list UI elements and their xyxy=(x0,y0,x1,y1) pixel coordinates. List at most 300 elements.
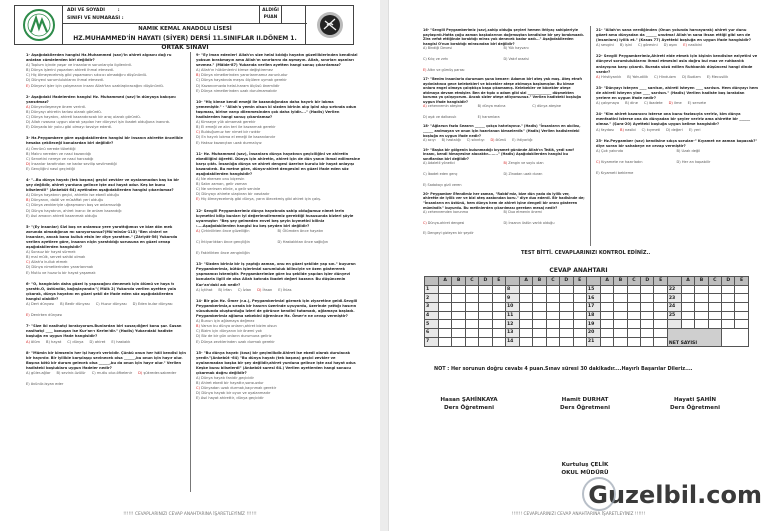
answer-cell[interactable] xyxy=(546,320,559,329)
answer-cell[interactable] xyxy=(735,311,748,320)
option-text: Dünya hayatında meşru ölçülere uymak gerekir xyxy=(201,78,287,83)
answer-cell[interactable] xyxy=(560,285,573,294)
question-item xyxy=(196,262,360,293)
answer-cell[interactable] xyxy=(600,285,613,294)
answer-cell[interactable] xyxy=(627,320,640,329)
answer-cell[interactable] xyxy=(560,329,573,338)
column-divider xyxy=(590,26,591,246)
option-list xyxy=(196,229,360,256)
answer-cell[interactable] xyxy=(452,320,465,329)
choice-header: A xyxy=(519,277,532,286)
answer-cell[interactable] xyxy=(708,294,721,303)
option-letter: B) xyxy=(196,381,200,386)
answer-cell[interactable] xyxy=(465,311,478,320)
answer-cell[interactable] xyxy=(600,303,613,312)
answer-cell[interactable] xyxy=(614,320,627,329)
option-letter: C) xyxy=(26,73,30,78)
option-letter: E) xyxy=(26,313,30,318)
option-letter: A) xyxy=(596,148,600,153)
question-number: 5 xyxy=(425,320,439,329)
answer-cell[interactable] xyxy=(573,337,586,346)
question-text: 11- Hz. Muhammed (sav), İnsanlara dünya hayatının geçiciliğini ve ahiretin ebediliğini öğretti. Dünya için ahiretin, ahiret için de dün yanın ihmal edilmesine karşı çıktı. İnsanlığa dünya ve ahiret dengesi üzerine kurulu bir hayat anlayışı kazandırdı. Bu metne göre, dünya-ahiret dengesini en güzel ifade eden söz aşağıdakilerden hangisidir? xyxy=(196,151,360,176)
option-text: Dünyayı ahirete ulaştıran bir vasıtadır xyxy=(201,192,270,197)
answer-cell[interactable] xyxy=(533,294,546,303)
answer-cell[interactable] xyxy=(546,294,559,303)
option-letter: B) xyxy=(218,287,223,292)
question-number: 20 xyxy=(586,329,600,338)
option-letter: B) xyxy=(625,101,629,106)
answer-cell[interactable] xyxy=(452,311,465,320)
answer-cell[interactable] xyxy=(614,337,627,346)
answer-cell[interactable] xyxy=(641,285,654,294)
answer-option xyxy=(467,138,485,143)
answer-cell[interactable] xyxy=(492,285,505,294)
choice-header: E xyxy=(735,277,748,286)
answer-option xyxy=(625,101,638,106)
answer-cell[interactable] xyxy=(695,320,708,329)
answer-cell[interactable] xyxy=(681,294,694,303)
option-text: Mecusilik xyxy=(711,74,729,79)
answer-cell[interactable] xyxy=(641,294,654,303)
option-text: Biz de bir gün onların durumuna geliriz xyxy=(201,334,272,339)
answer-cell[interactable] xyxy=(614,294,627,303)
answer-cell[interactable] xyxy=(519,329,532,338)
option-letter: B) xyxy=(503,210,508,215)
question-number: 8 xyxy=(505,285,519,294)
question-text: 22- Sevgili Peygamberimiz,Ahireti elde etmek için kişinin kendisine eziyetini ve dünyevi sorumluluklarını ihmal etmesini asla doğru bul maz ve ruhbanlık anlayışına karşı çıkardı. Burada sözü edilen Ruhbanlık düşüncesi hangi dinde vardır? xyxy=(596,54,758,74)
choice-header: E xyxy=(492,277,505,286)
footer-instruction-right: !!!!!! CEVAPLARINIZI CEVAP ANAHTARINA İŞARETLEYİNİZ !!!!!! xyxy=(511,512,646,517)
option-letter: B) xyxy=(46,339,50,344)
answer-cell[interactable] xyxy=(452,329,465,338)
option-letter: C) xyxy=(641,127,646,132)
option-text: İzlan xyxy=(242,287,252,292)
answer-cell[interactable] xyxy=(735,294,748,303)
option-text: En hayırlı lokma el emeği ile kazanılandır xyxy=(201,135,276,140)
answer-cell[interactable] xyxy=(600,294,613,303)
answer-cell[interactable] xyxy=(452,303,465,312)
question-text: 7- "Size iki nasihatçi bırakıyorum.Bunlardan biri susar,diğeri konu şur. Susan nasihatçi ____ konuşan ise Kur'an-ı Kerim'dir." (Hadis) Yukarıdaki hadiste boşluğa en uygun ifade hangisidir? xyxy=(26,324,182,339)
answer-cell[interactable] xyxy=(465,285,478,294)
teacher-signature-2 xyxy=(545,397,625,412)
choice-header: A xyxy=(681,277,694,286)
answer-cell[interactable] xyxy=(519,285,532,294)
option-letter: E) xyxy=(196,140,200,145)
option-text: Bulduğumuz her nimet bir rızıktır xyxy=(201,130,261,135)
option-letter: A) xyxy=(26,339,30,344)
answer-cell[interactable] xyxy=(681,320,694,329)
answer-cell[interactable] xyxy=(439,285,452,294)
option-letter: A) xyxy=(596,43,600,48)
option-letter: B) xyxy=(26,151,30,156)
answer-cell[interactable] xyxy=(614,303,627,312)
answer-cell[interactable] xyxy=(479,294,492,303)
option-list xyxy=(26,302,186,318)
answer-cell[interactable] xyxy=(546,285,559,294)
answer-option xyxy=(26,302,54,307)
option-letter: E) xyxy=(111,339,116,344)
option-text: dine xyxy=(630,101,638,106)
answer-option xyxy=(490,138,506,143)
option-letter: D) xyxy=(26,208,31,213)
answer-cell[interactable] xyxy=(560,303,573,312)
answer-cell[interactable] xyxy=(722,294,735,303)
option-text: Dünya işlerini yaparken ahireti ihmal etmezdi. xyxy=(31,68,115,73)
answer-cell[interactable] xyxy=(492,303,505,312)
option-letter: A) xyxy=(423,46,427,51)
answer-cell[interactable] xyxy=(533,329,546,338)
question-text: 14- Bir gün Hz. Ömer (r.a.), Peygamberimizi görmek için ziyaretine geldi.Sevgili Peygamberimiz,o sırada bir hasırın üzerinde uyuyordu, üzerinde yattığı hasırın vücudunda oluşturduğu izleri de görünce kendini tutamadı, ağlamaya başladı. Peygamberimiz ağlama sebebini öğrenince Hz. Ömer'e ne cevap vermiştir? xyxy=(196,298,358,319)
answer-cell[interactable] xyxy=(681,311,694,320)
answer-option xyxy=(196,396,360,401)
answer-cell[interactable] xyxy=(627,311,640,320)
answer-cell[interactable] xyxy=(492,337,505,346)
answer-cell[interactable] xyxy=(641,337,654,346)
answer-cell[interactable] xyxy=(560,311,573,320)
question-item xyxy=(423,77,585,120)
answer-option xyxy=(677,160,752,165)
answer-cell[interactable] xyxy=(479,337,492,346)
answer-cell[interactable] xyxy=(465,294,478,303)
option-text: Dünyadan uzak durmak,kaçınmak gerekir xyxy=(201,386,277,391)
answer-cell[interactable] xyxy=(695,311,708,320)
option-text: ihtiyarlığı xyxy=(516,138,533,143)
option-text: ölümü xyxy=(495,138,507,143)
option-text: Dünya hayatı bir oyun ve oyalanmadır xyxy=(201,391,271,396)
answer-cell[interactable] xyxy=(492,311,505,320)
answer-cell[interactable] xyxy=(519,303,532,312)
answer-option xyxy=(504,172,579,177)
answer-option xyxy=(423,104,472,109)
question-item xyxy=(26,136,186,172)
question-number xyxy=(667,320,681,329)
answer-cell[interactable] xyxy=(452,337,465,346)
answer-cell[interactable] xyxy=(708,303,721,312)
answer-cell[interactable] xyxy=(439,311,452,320)
answer-cell[interactable] xyxy=(627,337,640,346)
answer-cell[interactable] xyxy=(439,337,452,346)
school-name: NAMIK KEMAL ANADOLU LİSESİ xyxy=(138,26,232,32)
answer-cell[interactable] xyxy=(573,294,586,303)
questions-column-4 xyxy=(596,28,758,182)
option-text: Dünya hayatı fanidir,geçicidir xyxy=(201,376,255,381)
option-text: İnsanın üstün varlık olduğu xyxy=(508,220,555,225)
answer-option xyxy=(504,46,579,51)
option-text: İhsan xyxy=(262,287,273,292)
answer-cell[interactable] xyxy=(533,285,546,294)
option-letter: A) xyxy=(26,250,30,255)
answer-option xyxy=(654,75,676,80)
option-letter: D) xyxy=(196,391,201,396)
answer-cell[interactable] xyxy=(533,337,546,346)
answer-cell[interactable] xyxy=(573,311,586,320)
question-text: 3- Hz.Peygambere göre aşağıdakilerden hangisi bir insanın ahirette öncelikle hesaba çekileceği konulardan biri değildir? xyxy=(26,136,183,146)
answer-option xyxy=(196,340,360,345)
exam-header xyxy=(14,5,354,51)
answer-cell[interactable] xyxy=(465,303,478,312)
option-letter: B) xyxy=(503,46,508,51)
answer-cell[interactable] xyxy=(654,320,667,329)
answer-cell[interactable] xyxy=(600,337,613,346)
answer-cell[interactable] xyxy=(708,285,721,294)
answer-cell[interactable] xyxy=(695,285,708,294)
option-letter: D) xyxy=(666,127,671,132)
answer-cell[interactable] xyxy=(654,303,667,312)
choice-header: C xyxy=(546,277,559,286)
student-info-fields xyxy=(63,6,259,24)
net-score-box[interactable] xyxy=(722,329,749,346)
answer-cell[interactable] xyxy=(533,311,546,320)
question-item xyxy=(596,54,758,79)
option-text: Eden bular dünyası xyxy=(137,302,173,307)
answer-cell[interactable] xyxy=(479,320,492,329)
option-letter: E) xyxy=(196,396,200,401)
answer-cell[interactable] xyxy=(722,311,735,320)
answer-cell[interactable] xyxy=(560,320,573,329)
answer-cell[interactable] xyxy=(614,285,627,294)
answer-option xyxy=(423,172,498,177)
option-letter: D) xyxy=(89,339,94,344)
question-text: 10- "Hiç kimse kendi emeği ile kazandığından daha hayırlı bir lokma yememiştir." - "Allah'a yemin olsun ki sizden birinin alıp ipini alıp sırtında odun taşıması, birine varıp dilenmesinden çok daha iyidir...." (Hadis) Verilen hadislerden hangi sonuç çıkarılamaz? xyxy=(196,99,357,120)
answer-cell[interactable] xyxy=(681,303,694,312)
option-text: ilme xyxy=(673,101,682,106)
option-text: Uzak değil xyxy=(681,148,701,153)
option-text: faydası xyxy=(601,127,614,132)
answer-cell[interactable] xyxy=(722,285,735,294)
option-letter: B) xyxy=(26,68,30,73)
option-letter: C) xyxy=(466,138,471,143)
option-text: Varsın bu dünya onların,ahiret bizim olsun xyxy=(201,324,277,329)
answer-cell[interactable] xyxy=(600,311,613,320)
answer-cell[interactable] xyxy=(533,320,546,329)
header-blank xyxy=(425,277,439,286)
answer-cell[interactable] xyxy=(479,329,492,338)
answer-cell[interactable] xyxy=(439,294,452,303)
option-text: Hiç ölmeyecekmiş gibi dünya, yarın ölecekmiş gibi ahiret için çalış. xyxy=(200,197,322,202)
answer-cell[interactable] xyxy=(439,303,452,312)
answer-cell[interactable] xyxy=(600,329,613,338)
answer-option xyxy=(196,141,360,146)
option-letter: B) xyxy=(619,43,624,48)
teacher-role: Ders Öğretmeni xyxy=(444,404,494,411)
answer-cell[interactable] xyxy=(560,294,573,303)
option-letter: E) xyxy=(26,213,30,218)
question-item xyxy=(596,86,758,106)
option-letter: B) xyxy=(627,74,632,79)
answer-cell[interactable] xyxy=(654,294,667,303)
option-text: Dert dünyası xyxy=(31,302,55,307)
answer-cell[interactable] xyxy=(439,329,452,338)
answer-cell[interactable] xyxy=(600,320,613,329)
answer-cell[interactable] xyxy=(452,294,465,303)
option-letter: E) xyxy=(196,88,200,93)
option-text: Dünya hayatının geçici, ahiretin ise ebedî olduğu xyxy=(31,193,120,198)
option-letter: B) xyxy=(26,109,30,114)
question-item xyxy=(596,139,758,176)
answer-cell[interactable] xyxy=(573,303,586,312)
answer-cell[interactable] xyxy=(695,294,708,303)
option-letter: C) xyxy=(196,240,200,244)
option-text: Vakıf arazisi xyxy=(508,56,529,61)
question-text: 16- "Sevgili Peygamberimiz (sav),sahip olduğu şeyleri hemen ihtiyaç sahipleriyle paylaşırdı.Hatta çoğu zaman başkalarının doğrmuştan kendisine bir şey bırakmazdı. Zira vefat ettiğinde bıraktığı miras yok denecek kadar azdı..." Aşağıdakilerden hangisi O'nun bıraktığı mirasından biri değildir? xyxy=(423,28,585,46)
option-list xyxy=(596,43,758,48)
answer-option xyxy=(504,161,579,166)
option-text: güler-ağlar xyxy=(31,370,51,375)
answer-cell[interactable] xyxy=(560,337,573,346)
answer-cell[interactable] xyxy=(627,303,640,312)
question-number: 9 xyxy=(505,294,519,303)
grade-box xyxy=(259,6,307,24)
option-text: hastalık xyxy=(116,339,131,344)
option-letter: B) xyxy=(26,255,30,260)
principal-signature xyxy=(545,462,625,477)
answer-cell[interactable] xyxy=(573,329,586,338)
question-number: 7 xyxy=(425,337,439,346)
answer-cell[interactable] xyxy=(708,311,721,320)
teacher-name: Hasan ŞAHİNKAYA xyxy=(440,397,498,403)
answer-cell[interactable] xyxy=(465,329,478,338)
answer-cell[interactable] xyxy=(641,311,654,320)
answer-cell[interactable] xyxy=(546,337,559,346)
answer-cell[interactable] xyxy=(641,320,654,329)
answer-cell[interactable] xyxy=(492,329,505,338)
option-letter: A) xyxy=(596,127,600,132)
answer-option xyxy=(677,149,752,154)
option-letter: C) xyxy=(91,370,96,375)
answer-cell[interactable] xyxy=(614,311,627,320)
option-text: Toplum içinde yaşar ve insanların sorunlarıyla ilgilenirdi. xyxy=(31,63,132,68)
answer-cell[interactable] xyxy=(452,285,465,294)
answer-cell[interactable] xyxy=(573,285,586,294)
name-label: ADI VE SOYADI xyxy=(67,8,105,13)
option-list xyxy=(423,210,585,236)
question-text: 23- "Dünyayı isteyen ____ sarılsın, ahireti isteyen ____ sarılsın. Hem dünyayı hem de ahireti isteyen yine ____ sarılsın." (Hadis) Verilen hadiste boş larakdan yerlere en uygun ifade nedir? xyxy=(596,85,758,101)
grade-label-2: PUAN xyxy=(263,15,278,20)
option-letter: B) xyxy=(619,127,624,132)
answer-cell[interactable] xyxy=(479,303,492,312)
option-letter: C) xyxy=(532,104,536,109)
option-letter: E) xyxy=(26,270,30,275)
name-colon: : xyxy=(117,8,120,13)
option-text: aşık ve dalkavuk xyxy=(428,115,457,120)
answer-cell[interactable] xyxy=(439,320,452,329)
option-letter: A) xyxy=(26,302,30,307)
choice-header: D xyxy=(641,277,654,286)
option-list xyxy=(423,46,585,72)
answer-cell[interactable] xyxy=(519,337,532,346)
question-item xyxy=(26,324,186,344)
answer-cell[interactable] xyxy=(492,320,505,329)
answer-key-title: CEVAP ANAHTARI xyxy=(549,267,608,274)
option-text: Malını nereden ve nasıl kazandığı xyxy=(31,151,91,156)
answer-option xyxy=(707,75,728,80)
answer-cell[interactable] xyxy=(492,294,505,303)
option-text: dünya malına xyxy=(482,104,506,109)
option-text: Ne verirsen elinle, o gelir seninle xyxy=(201,187,261,192)
answer-cell[interactable] xyxy=(627,285,640,294)
option-text: Budizm xyxy=(687,74,701,79)
option-text: Dünya hayatının, ahiret inancı ile anlam kazandığı xyxy=(31,208,122,213)
answer-cell[interactable] xyxy=(519,320,532,329)
answer-cell[interactable] xyxy=(654,337,667,346)
choice-header: B xyxy=(452,277,465,286)
answer-cell[interactable] xyxy=(546,303,559,312)
answer-cell[interactable] xyxy=(641,329,654,338)
answer-cell[interactable] xyxy=(681,285,694,294)
option-letter: A) xyxy=(423,210,427,215)
teacher-role: Ders Öğretmeni xyxy=(560,404,610,411)
question-item xyxy=(26,95,186,131)
answer-option xyxy=(669,101,682,106)
question-item xyxy=(423,192,585,236)
option-letter: D) xyxy=(423,115,427,120)
answer-cell[interactable] xyxy=(695,303,708,312)
answer-cell[interactable] xyxy=(465,320,478,329)
answer-cell[interactable] xyxy=(519,311,532,320)
answer-option xyxy=(596,43,614,48)
option-text: El emeği ve alın teri ile kazanmak gerekir xyxy=(201,125,276,130)
answer-cell[interactable] xyxy=(465,337,478,346)
answer-cell[interactable] xyxy=(533,303,546,312)
answer-cell[interactable] xyxy=(479,311,492,320)
answer-cell[interactable] xyxy=(627,294,640,303)
option-letter: E) xyxy=(423,231,427,236)
answer-cell[interactable] xyxy=(735,320,748,329)
answer-cell[interactable] xyxy=(654,311,667,320)
class-label: SINIFI VE NUMARASI : xyxy=(67,16,124,21)
question-text: 12- Sevgili Peygamberimiz dünya hayatında sahip olduğumuz nimet lerin kıymetini bilip bunları iyi değerlendirmemiz gerektiği hususunda bizleri şöyle uyarmıştır: "Beş şey gelmeden evvel beş şeyin kıymetini biliniz :....Aşağıdakilerden hangisi bu beş şeyden biri değildir? xyxy=(196,208,354,228)
question-number: 2 xyxy=(425,294,439,303)
answer-cell[interactable] xyxy=(627,329,640,338)
option-list xyxy=(596,149,758,176)
answer-option xyxy=(26,340,40,345)
answer-cell[interactable] xyxy=(654,329,667,338)
option-letter: E) xyxy=(423,182,427,187)
answer-cell[interactable] xyxy=(573,320,586,329)
option-text: şükreder-sabreder xyxy=(143,370,177,375)
option-text: Allah'ın hükümlerini kimse değiştiremez xyxy=(201,68,273,73)
option-letter: C) xyxy=(196,78,200,83)
answer-option xyxy=(67,340,83,345)
answer-option xyxy=(60,302,90,307)
option-letter: B) xyxy=(503,161,508,166)
answer-cell[interactable] xyxy=(722,320,735,329)
option-letter: A) xyxy=(596,74,600,79)
answer-cell[interactable] xyxy=(641,303,654,312)
answer-cell[interactable] xyxy=(614,329,627,338)
option-text: değeri xyxy=(671,127,683,132)
answer-cell[interactable] xyxy=(722,303,735,312)
teacher-role: Ders Öğretmeni xyxy=(670,404,720,411)
answer-cell[interactable] xyxy=(708,320,721,329)
choice-header: B xyxy=(614,277,627,286)
option-letter: B) xyxy=(60,302,64,307)
answer-row xyxy=(425,311,749,320)
answer-cell[interactable] xyxy=(519,294,532,303)
answer-cell[interactable] xyxy=(479,285,492,294)
answer-cell[interactable] xyxy=(735,303,748,312)
answer-cell[interactable] xyxy=(735,285,748,294)
option-letter: E) xyxy=(196,339,200,344)
option-letter: B) xyxy=(56,370,61,375)
option-text: acıyı xyxy=(427,138,436,143)
answer-cell[interactable] xyxy=(654,285,667,294)
question-number: 16 xyxy=(586,294,600,303)
answer-cell[interactable] xyxy=(546,329,559,338)
option-text: Allah'a kulluk etmek xyxy=(31,260,68,265)
exam-title-block xyxy=(63,24,307,51)
answer-cell[interactable] xyxy=(546,311,559,320)
